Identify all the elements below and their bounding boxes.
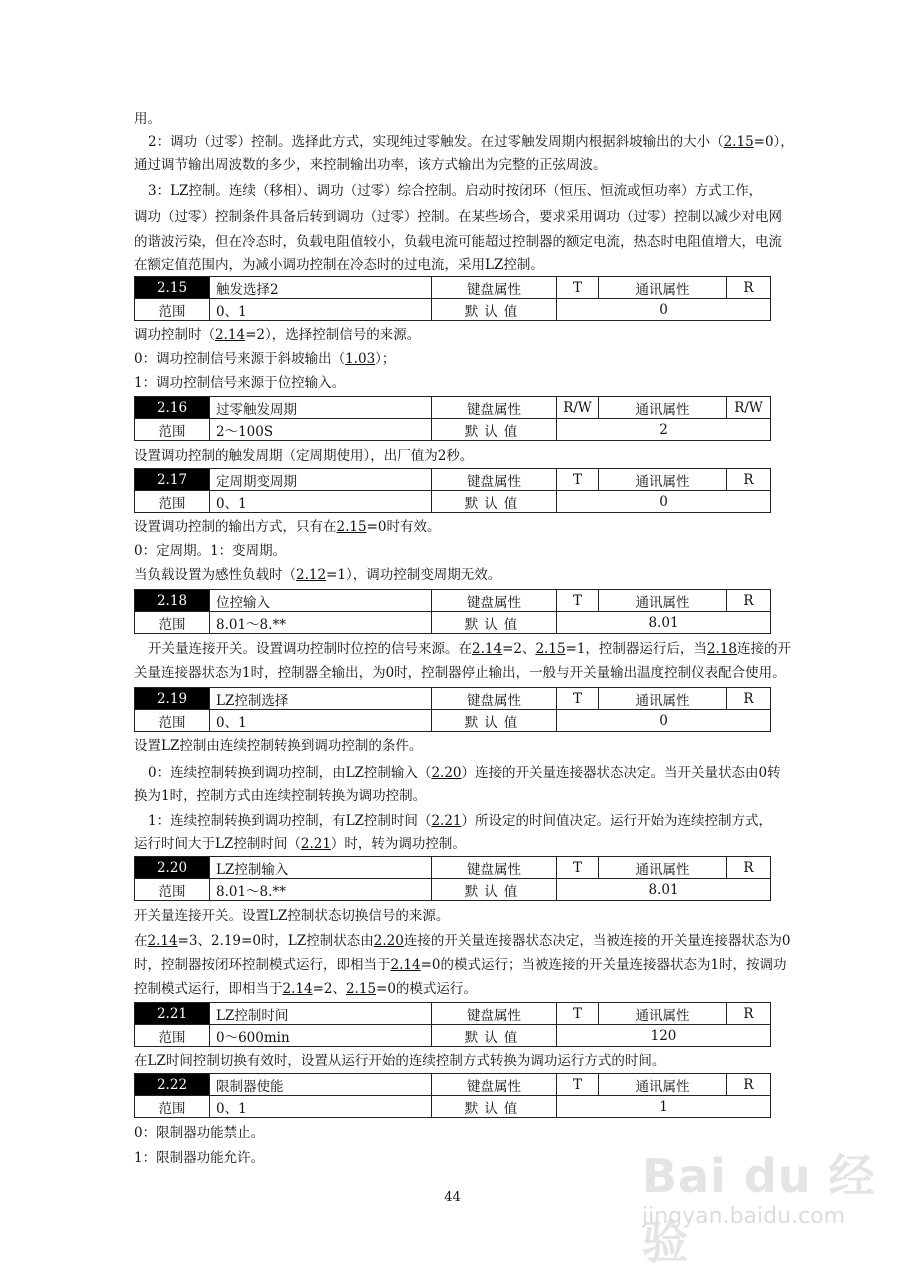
range-value: 0、1 [210, 299, 432, 321]
range-label: 范围 [135, 491, 210, 513]
param-id: 2.22 [135, 1074, 210, 1096]
keyboard-attr-label: 键盘属性 [432, 857, 557, 879]
range-value: 0～600min [210, 1025, 432, 1047]
note-2-17-a: 设置调功控制的输出方式，只有在2.15=0时有效。 [134, 519, 441, 535]
param-id: 2.20 [135, 857, 210, 879]
keyboard-attr-value: T [557, 469, 599, 491]
param-name: 位控输入 [210, 590, 432, 612]
note-2-17-c: 当负载设置为感性负载时（2.12=1），调功控制变周期无效。 [134, 567, 502, 583]
comm-attr-value: R [727, 590, 771, 612]
keyboard-attr-value: T [557, 590, 599, 612]
note-2-19-a: 设置LZ控制由连续控制转换到调功控制的条件。 [134, 738, 423, 754]
range-label: 范围 [135, 710, 210, 732]
note-2-21: 在LZ时间控制切换有效时，设置从运行开始的连续控制方式转换为调功运行方式的时间。 [134, 1053, 666, 1069]
paragraph-mode3-line3: 的谐波污染，但在冷态时，负载电阻值较小，负载电流可能超过控制器的额定电流，热态时电阻值增大，电流 [134, 234, 782, 250]
baidu-watermark [642, 1140, 892, 1270]
note-2-19-b: 0：连续控制转换到调功控制，由LZ控制输入（2.20）连接的开关量连接器状态决定。当开关量状态由0转 [148, 765, 781, 781]
param-table-2-15 [134, 276, 771, 321]
keyboard-attr-label: 键盘属性 [432, 688, 557, 710]
range-value: 2～100S [210, 419, 432, 441]
note-2-20-d: 控制模式运行，即相当于2.14=2、2.15=0的模式运行。 [134, 981, 477, 997]
range-value: 0、1 [210, 491, 432, 513]
keyboard-attr-value: T [557, 857, 599, 879]
note-2-18-a: 开关量连接开关。设置调功控制时位控的信号来源。在2.14=2、2.15=1，控制器运行后，当2.18连接的开 [148, 641, 791, 657]
default-label: 默认值 [432, 1096, 557, 1118]
range-label: 范围 [135, 1096, 210, 1118]
default-value: 2 [557, 419, 771, 441]
note-2-16: 设置调功控制的触发周期（定周期使用），出厂值为2秒。 [134, 448, 474, 464]
keyboard-attr-value: T [557, 277, 599, 299]
range-label: 范围 [135, 879, 210, 901]
keyboard-attr-label: 键盘属性 [432, 277, 557, 299]
page-number: 44 [444, 1190, 461, 1205]
paragraph-mode2-line1: 2：调功（过零）控制。选择此方式，实现纯过零触发。在过零触发周期内根据斜坡输出的大小（2.15=0）， [148, 134, 794, 150]
default-value: 0 [557, 491, 771, 513]
keyboard-attr-value: R/W [557, 397, 599, 419]
default-label: 默认值 [432, 879, 557, 901]
note-2-15-c: 1：调功控制信号来源于位控输入。 [134, 375, 346, 391]
paragraph-mode3-line4: 在额定值范围内，为减小调功控制在冷态时的过电流，采用LZ控制。 [134, 257, 544, 273]
note-2-20-a: 开关量连接开关。设置LZ控制状态切换信号的来源。 [134, 908, 450, 924]
range-value: 8.01～8.** [210, 612, 432, 634]
param-name: 限制器使能 [210, 1074, 432, 1096]
range-label: 范围 [135, 612, 210, 634]
note-2-15-b: 0：调功控制信号来源于斜坡输出（1.03）； [134, 351, 396, 367]
default-label: 默认值 [432, 710, 557, 732]
note-2-19-e: 运行时间大于LZ控制时间（2.21）时，转为调功控制。 [134, 836, 466, 852]
note-2-22-b: 1：限制器功能允许。 [134, 1150, 265, 1166]
param-id: 2.15 [135, 277, 210, 299]
default-value: 0 [557, 299, 771, 321]
param-name: LZ控制时间 [210, 1003, 432, 1025]
paragraph-mode2-line2: 通过调节输出周波数的多少，来控制输出功率，该方式输出为完整的正弦周波。 [134, 157, 607, 173]
paragraph-mode3-line2: 调功（过零）控制条件具备后转到调功（过零）控制。在某些场合，要求采用调功（过零）控制以减少对电网 [134, 209, 782, 225]
param-id: 2.17 [135, 469, 210, 491]
default-label: 默认值 [432, 1025, 557, 1047]
comm-attr-value: R [727, 469, 771, 491]
range-value: 0、1 [210, 710, 432, 732]
range-value: 8.01～8.** [210, 879, 432, 901]
watermark-url: jingyan.baidu.com [642, 1204, 846, 1229]
paragraph-continuation: 用。 [134, 111, 161, 127]
keyboard-attr-label: 键盘属性 [432, 590, 557, 612]
keyboard-attr-label: 键盘属性 [432, 397, 557, 419]
range-label: 范围 [135, 299, 210, 321]
range-value: 0、1 [210, 1096, 432, 1118]
note-2-19-d: 1：连续控制转换到调功控制，有LZ控制时间（2.21）所设定的时间值决定。运行开始为连续控制方式， [148, 813, 772, 829]
comm-attr-label: 通讯属性 [599, 590, 727, 612]
default-value: 120 [557, 1025, 771, 1047]
comm-attr-label: 通讯属性 [599, 469, 727, 491]
comm-attr-value: R [727, 688, 771, 710]
param-name: LZ控制输入 [210, 857, 432, 879]
comm-attr-value: R [727, 277, 771, 299]
range-label: 范围 [135, 1025, 210, 1047]
param-id: 2.21 [135, 1003, 210, 1025]
param-name: 过零触发周期 [210, 397, 432, 419]
param-table-2-20 [134, 856, 771, 901]
comm-attr-label: 通讯属性 [599, 857, 727, 879]
default-label: 默认值 [432, 491, 557, 513]
default-label: 默认值 [432, 612, 557, 634]
default-value: 0 [557, 710, 771, 732]
note-2-22-a: 0：限制器功能禁止。 [134, 1125, 265, 1141]
keyboard-attr-value: T [557, 1003, 599, 1025]
watermark-logo: Bai du 经验 [642, 1149, 876, 1269]
note-2-18-b: 关量连接器状态为1时，控制器全输出，为0时，控制器停止输出，一般与开关量输出温度控制仪表配合使用。 [134, 665, 786, 681]
param-id: 2.19 [135, 688, 210, 710]
param-table-2-21 [134, 1002, 771, 1047]
comm-attr-label: 通讯属性 [599, 397, 727, 419]
param-table-2-16 [134, 396, 771, 441]
param-id: 2.18 [135, 590, 210, 612]
param-id: 2.16 [135, 397, 210, 419]
param-table-2-17 [134, 468, 771, 513]
keyboard-attr-label: 键盘属性 [432, 469, 557, 491]
comm-attr-value: R/W [727, 397, 771, 419]
default-label: 默认值 [432, 419, 557, 441]
keyboard-attr-label: 键盘属性 [432, 1074, 557, 1096]
param-table-2-22 [134, 1073, 771, 1118]
param-name: 定周期变周期 [210, 469, 432, 491]
paragraph-mode3-line1: 3：LZ控制。连续（移相）、调功（过零）综合控制。启动时按闭环（恒压、恒流或恒功率）方式工作， [148, 183, 763, 199]
note-2-17-b: 0：定周期。1：变周期。 [134, 543, 287, 559]
keyboard-attr-label: 键盘属性 [432, 1003, 557, 1025]
comm-attr-value: R [727, 1003, 771, 1025]
comm-attr-label: 通讯属性 [599, 1074, 727, 1096]
default-value: 8.01 [557, 879, 771, 901]
comm-attr-label: 通讯属性 [599, 1003, 727, 1025]
comm-attr-value: R [727, 1074, 771, 1096]
comm-attr-value: R [727, 857, 771, 879]
param-name: LZ控制选择 [210, 688, 432, 710]
comm-attr-label: 通讯属性 [599, 277, 727, 299]
keyboard-attr-value: T [557, 1074, 599, 1096]
note-2-20-b: 在2.14=3、2.19=0时，LZ控制状态由2.20连接的开关量连接器状态决定，当被连接的开关量连接器状态为0 [134, 933, 791, 949]
param-name: 触发选择2 [210, 277, 432, 299]
range-label: 范围 [135, 419, 210, 441]
note-2-19-c: 换为1时，控制方式由连续控制转换为调功控制。 [134, 788, 427, 804]
keyboard-attr-value: T [557, 688, 599, 710]
default-value: 8.01 [557, 612, 771, 634]
note-2-15-a: 调功控制时（2.14=2），选择控制信号的来源。 [134, 327, 421, 343]
default-value: 1 [557, 1096, 771, 1118]
default-label: 默认值 [432, 299, 557, 321]
note-2-20-c: 时，控制器按闭环控制模式运行，即相当于2.14=0的模式运行；当被连接的开关量连接器状态为1时，按调功 [134, 957, 787, 973]
param-table-2-19 [134, 687, 771, 732]
param-table-2-18 [134, 589, 771, 634]
comm-attr-label: 通讯属性 [599, 688, 727, 710]
